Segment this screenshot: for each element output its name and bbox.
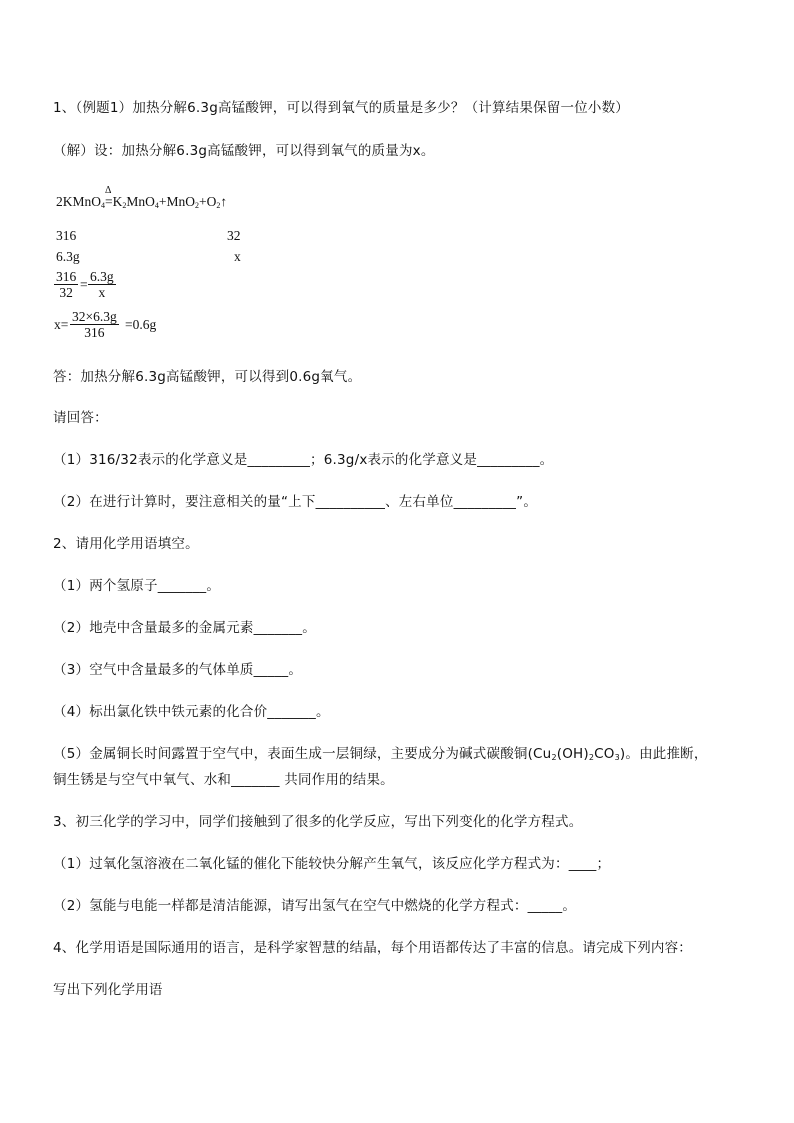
delta-symbol: Δ [105,185,112,196]
q2-item1: （1）两个氢原子_______。 [53,578,221,594]
q1-prompt: 请回答： [53,410,108,426]
q1-question: 1、（例题1）加热分解6.3g高锰酸钾，可以得到氧气的质量是多少？（计算结果保留一位小数） [53,100,629,116]
q3-item1: （1）过氧化氢溶液在二氧化锰的催化下能较快分解产生氧气，该反应化学方程式为：____； [53,856,611,872]
q2-item3: （3）空气中含量最多的气体单质_____。 [53,662,303,678]
unknown-x: x [234,249,241,264]
q2-item5-line2: 铜生锈是与空气中氧气、水和_______ 共同作用的结果。 [53,772,394,788]
q4-title: 4、化学用语是国际通用的语言，是科学家智慧的结晶，每个用语都传达了丰富的信息。请完成下列内容： [53,940,692,956]
ratio-kmno4-mass: 316 [56,228,77,243]
q2-item4: （4）标出氯化铁中铁元素的化合价_______。 [53,704,330,720]
proportion-left-fraction: $\frac{316}{32}$ [56,269,77,300]
q2-item5-line1: （5）金属铜长时间露置于空气中，表面生成一层铜绿，主要成分为碱式碳酸铜$(Cu_2(OH)_2CO_3)$。由此推断， [53,746,708,762]
result-value: =0.6g [125,317,157,332]
q2-title: 2、请用化学用语填空。 [53,536,199,552]
q4-sub: 写出下列化学用语 [53,982,163,998]
result-prefix: x= [54,317,69,332]
q3-item2: （2）氢能与电能一样都是清洁能源，请写出氢气在空气中燃烧的化学方程式：_____。 [53,898,577,914]
q2-item2: （2）地壳中含量最多的金属元素_______。 [53,620,316,636]
result-fraction: $\frac{32\times 6.3g}{316}$ [72,309,117,340]
q3-title: 3、初三化学的学习中，同学们接触到了很多的化学反应，写出下列变化的化学方程式。 [53,814,583,830]
q1-solution-setup: （解）设：加热分解6.3g高锰酸钾，可以得到氧气的质量为x。 [53,143,435,159]
heating-condition: Δ = [105,185,113,209]
gas-arrow: ↑ [220,194,228,209]
given-mass: 6.3g [56,249,80,264]
proportion-right-fraction: $\frac{6.3g}{x}$ [90,269,114,300]
proportion-equals: = [80,277,88,292]
q1-sub1: （1）316/32表示的化学意义是_________；6.3g/x表示的化学意义是_________。 [53,452,554,468]
q1-sub2: （2）在进行计算时，要注意相关的量“上下__________、左右单位_________”。 [53,494,538,510]
q1-answer: 答：加热分解6.3g高锰酸钾，可以得到0.6g氧气。 [53,369,362,385]
eq-reactant: 2KMnO [56,194,102,209]
ratio-o2-mass: 32 [227,228,241,243]
decomposition-equation: 2KMnO$_4$ Δ $=K_2MnO_4+MnO_2+O_2↑$ [56,185,228,210]
